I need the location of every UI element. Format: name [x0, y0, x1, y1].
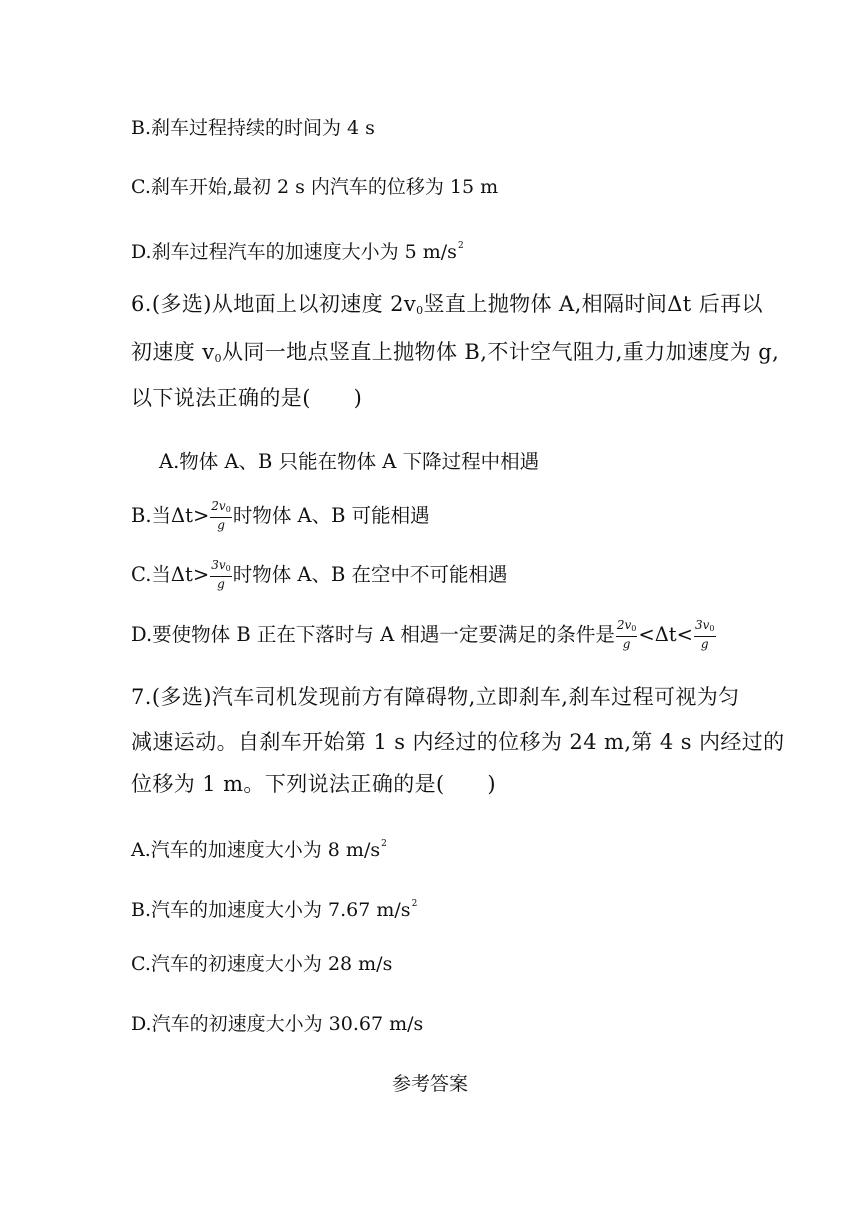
q6-stem-line-3: 以下说法正确的是( )	[131, 386, 363, 410]
q5-option-d-text: D.刹车过程汽车的加速度大小为 5 m/s	[131, 241, 457, 263]
subscript: 0	[631, 624, 637, 633]
q6-option-a: A.物体 A、B 只能在物体 A 下降过程中相遇	[159, 450, 540, 473]
q5-option-b: B.刹车过程持续的时间为 4 s	[131, 117, 375, 139]
fraction-numerator	[694, 618, 716, 637]
superscript: 2	[381, 839, 387, 849]
q5-option-d	[131, 232, 464, 266]
subscript: 0	[709, 624, 715, 633]
q7-option-a	[131, 830, 387, 864]
numerator-text: 3v	[694, 618, 710, 632]
fraction-denominator: g	[700, 637, 709, 651]
q6-stem-text: 初速度 v	[131, 340, 215, 364]
superscript: 2	[411, 899, 418, 909]
q6-stem-line-2	[131, 338, 779, 373]
fraction	[210, 558, 232, 591]
subscript: 0	[416, 304, 424, 317]
numerator-text: 2v	[616, 618, 632, 632]
q7-stem-line-3: 位移为 1 m。下列说法正确的是( )	[131, 772, 497, 796]
q6-stem-text: 竖直上抛物体 A,相隔时间Δt 后再以	[423, 292, 763, 316]
superscript: 2	[457, 241, 464, 251]
q7-option-d: D.汽车的初速度大小为 30.67 m/s	[131, 1013, 424, 1035]
subscript: 0	[225, 564, 231, 573]
q6-stem-text: 6.(多选)从地面上以初速度 2v	[131, 292, 417, 316]
fraction-numerator	[210, 558, 232, 577]
q7-stem-line-1: 7.(多选)汽车司机发现前方有障碍物,立即刹车,刹车过程可视为匀	[131, 685, 740, 709]
answers-heading: 参考答案	[391, 1073, 468, 1095]
fraction-denominator: g	[217, 518, 225, 532]
q7-option-b-text: B.汽车的加速度大小为 7.67 m/s	[131, 899, 411, 921]
subscript: 0	[214, 352, 222, 365]
fraction-denominator: g	[217, 577, 225, 591]
q6-option-c-text: 时物体 A、B 在空中不可能相遇	[232, 563, 508, 586]
fraction	[210, 499, 232, 532]
fraction-numerator	[616, 618, 638, 637]
numerator-text: 3v	[211, 558, 226, 572]
q5-option-c: C.刹车开始,最初 2 s 内汽车的位移为 15 m	[131, 176, 499, 198]
q6-option-b-text: 时物体 A、B 可能相遇	[232, 504, 430, 527]
fraction	[694, 618, 716, 651]
q6-option-b-text: B.当Δt>	[131, 504, 210, 527]
q7-option-b	[131, 890, 417, 924]
fraction-denominator: g	[622, 637, 631, 651]
subscript: 0	[225, 505, 231, 514]
q6-option-d-text: D.要使物体 B 正在下落时与 A 相遇一定要满足的条件是	[131, 623, 615, 646]
q6-stem-line-1	[131, 290, 763, 325]
q7-stem-line-2: 减速运动。自刹车开始第 1 s 内经过的位移为 24 m,第 4 s 内经过的	[131, 730, 785, 754]
q7-option-c: C.汽车的初速度大小为 28 m/s	[131, 953, 393, 975]
fraction	[616, 618, 638, 651]
q6-option-c	[131, 559, 508, 592]
numerator-text: 2v	[211, 499, 226, 513]
fraction-numerator	[210, 499, 232, 518]
q6-option-d	[131, 619, 717, 652]
q6-option-d-text: <Δt<	[638, 623, 693, 646]
q6-option-c-text: C.当Δt>	[131, 563, 210, 586]
q6-stem-text: 从同一地点竖直上抛物体 B,不计空气阻力,重力加速度为 g,	[221, 340, 780, 364]
q6-option-b	[131, 500, 430, 533]
q7-option-a-text: A.汽车的加速度大小为 8 m/s	[131, 839, 381, 861]
